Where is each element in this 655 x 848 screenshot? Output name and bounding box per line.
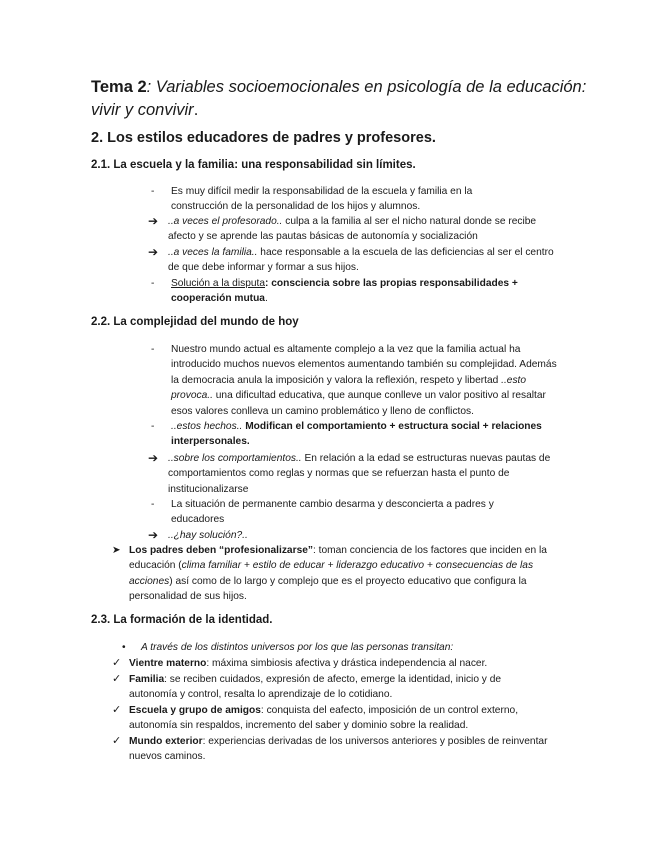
check-icon: ✓ <box>112 735 122 747</box>
list-item: Mundo exterior: experiencias derivadas de los universos anteriores y posibles de reinventar nuevos caminos. <box>129 736 548 763</box>
subsection-heading-2-2: 2.2. La complejidad del mundo de hoy <box>91 316 299 328</box>
list-item: Vientre materno: máxima simbiosis afectiva y drástica independencia al nacer. <box>129 658 488 669</box>
list-item: ..a veces el profesorado.. culpa a la familia al ser el nicho natural donde se recibe afecto y se aprende las pautas básicas de autonomía y socialización <box>168 216 537 243</box>
list-item: ..¿hay solución?.. <box>168 530 248 541</box>
solution-label: Solución a la disputa <box>171 278 266 289</box>
arrow-marker: ➔ <box>148 528 159 542</box>
bullet-dot-icon: • <box>122 642 126 653</box>
list-item: Es muy difícil medir la responsabilidad de la escuela y familia en la construcción de la personalidad de los hijos y alumnos. <box>171 186 473 213</box>
triangle-bullet-icon: ➤ <box>112 545 121 556</box>
check-icon: ✓ <box>112 704 122 716</box>
subsection-heading-2-3: 2.3. La formación de la identidad. <box>91 614 273 626</box>
dash-marker: - <box>151 186 155 197</box>
subsection-heading-2-1: 2.1. La escuela y la familia: una responsabilidad sin límites. <box>91 159 416 171</box>
dash-marker: - <box>151 499 155 510</box>
title-topic-number: Tema 2 <box>91 78 147 96</box>
section-heading-2: 2. Los estilos educadores de padres y profesores. <box>91 130 436 146</box>
arrow-marker: ➔ <box>148 214 159 228</box>
list-item: ..a veces la familia.. hace responsable a la escuela de las deficiencias al ser el centro de que debe informar y formar a sus hijos. <box>168 247 554 274</box>
list-item: A través de los distintos universos por los que las personas transitan: <box>141 642 454 653</box>
list-item: Solución a la disputa: consciencia sobre las propias responsabilidades + cooperación mutua. <box>171 278 518 305</box>
list-item: La situación de permanente cambio desarma y desconcierta a padres y educadores <box>171 499 494 526</box>
list-item: ..sobre los comportamientos.. En relación a la edad se estructuras nuevas pautas de comportamientos como reglas y normas que se refuerzan hasta el punto de institucionalizarse <box>168 453 551 495</box>
arrow-marker: ➔ <box>148 451 159 465</box>
title-topic-name: : Variables socioemocionales en psicología de la educación: vivir y convivir <box>91 78 587 119</box>
check-icon: ✓ <box>112 673 122 685</box>
list-item: Escuela y grupo de amigos: conquista del eafecto, imposición de un control externo, autonomía sin respaldos, incremento del saber y dominio sobre la realidad. <box>129 705 519 732</box>
list-item: Nuestro mundo actual es altamente complejo a la vez que la familia actual ha introducido muchos nuevos elementos aumentando también su complejidad. Además la democracia anula la imposición y valora la reflexión, respeto y libertad ..esto provoca.. una dificultad educativa, que aunque conlleve un valor positivo al resaltar esos valores conlleva un camino problemático y lleno de conflictos. <box>171 344 557 417</box>
list-item: Los padres deben “profesionalizarse”: toman conciencia de los factores que inciden en la educación (clima familiar + estilo de educar + liderazgo educativo + consecuencias de las acciones) así como de lo largo y complejo que es el proyecto educativo que configura la personalidad de sus hijos. <box>129 545 547 603</box>
document-title <box>91 76 591 122</box>
dash-marker: - <box>151 278 155 289</box>
title-period: . <box>193 101 199 119</box>
list-item: Familia: se reciben cuidados, expresión de afecto, emerge la identidad, inicio y de autonomía y control, resalta lo aprendizaje de lo cotidiano. <box>129 674 502 701</box>
dash-marker: - <box>151 344 155 355</box>
dash-marker: - <box>151 421 155 432</box>
arrow-marker: ➔ <box>148 245 159 259</box>
list-item: ..estos hechos.. Modifican el comportamiento + estructura social + relaciones interpersonales. <box>171 421 542 448</box>
check-icon: ✓ <box>112 657 122 669</box>
